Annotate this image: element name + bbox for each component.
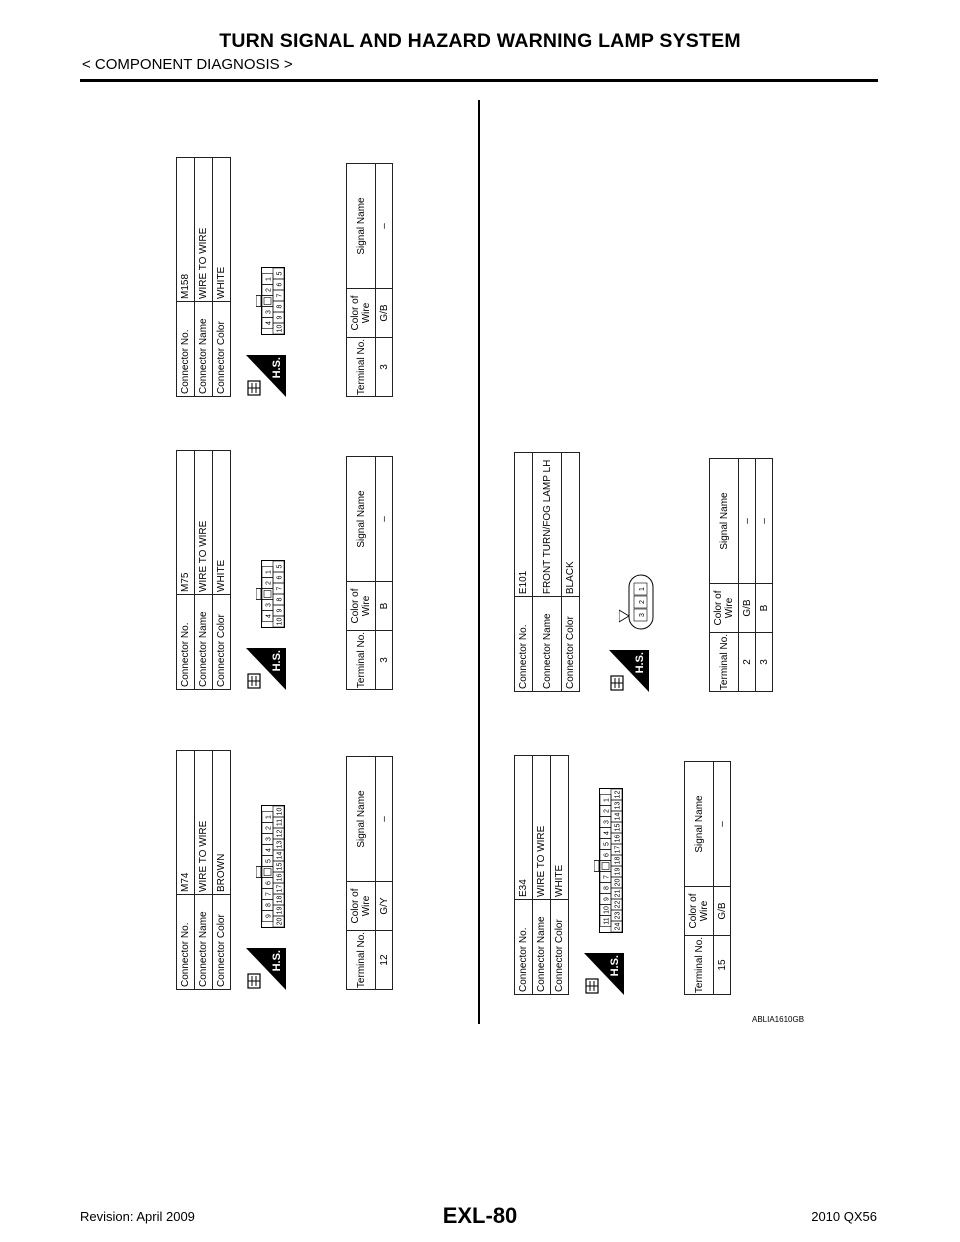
pin-number: 23 <box>614 911 622 920</box>
terminal-table <box>346 756 393 990</box>
pin-number: 24 <box>614 922 622 931</box>
connector-info-table <box>176 157 231 397</box>
pin-number: 7 <box>603 875 611 879</box>
pin-number: 20 <box>276 917 284 926</box>
info-label: Connector Name <box>195 302 213 397</box>
info-label: Connector Color <box>562 597 580 692</box>
connector-pin-diagram <box>256 560 286 628</box>
pin-number: 13 <box>614 801 622 810</box>
connector-pin-diagram <box>256 267 286 335</box>
info-value-name: FRONT TURN/FOG LAMP LH <box>533 453 562 597</box>
hs-label: H.S. <box>609 955 621 977</box>
info-label: Connector Color <box>213 895 231 990</box>
connector-info-table <box>176 750 231 990</box>
signal-name: – <box>714 762 731 887</box>
pin-number: 4 <box>265 321 273 325</box>
model-text: 2010 QX56 <box>811 1209 877 1224</box>
pin-number: 7 <box>276 586 284 591</box>
terminal-no: 3 <box>376 631 393 690</box>
pin-number: 21 <box>614 889 622 898</box>
terminal-no-header: Terminal No. <box>347 931 376 990</box>
pin-number: 2 <box>265 581 273 585</box>
signal-name-header: Signal Name <box>347 457 376 582</box>
pin-number: 6 <box>603 853 611 857</box>
pin-number: 22 <box>614 900 622 909</box>
terminal-no: 3 <box>376 338 393 397</box>
pin-number: 6 <box>276 575 284 580</box>
signal-name-header: Signal Name <box>347 757 376 882</box>
pin-number: 1 <box>265 277 273 281</box>
connector-pin-diagram <box>594 788 624 933</box>
table-row <box>714 762 731 995</box>
info-label: Connector Name <box>533 597 562 692</box>
terminal-table <box>346 456 393 690</box>
info-label: Connector Color <box>213 595 231 690</box>
terminal-no-header: Terminal No. <box>347 631 376 690</box>
info-label: Connector No. <box>177 895 195 990</box>
info-value-no: M75 <box>177 451 195 595</box>
pin-number: 1 <box>265 815 273 819</box>
info-label: Connector Name <box>533 900 551 995</box>
pin-number: 12 <box>614 790 622 799</box>
pin-number: 14 <box>276 851 284 860</box>
connector-face <box>594 788 629 933</box>
info-value-color: WHITE <box>551 756 569 900</box>
wire-color: G/Y <box>376 882 393 931</box>
harness-side-icon <box>584 953 624 995</box>
pin-number: 8 <box>603 886 611 890</box>
pin-number: 2 <box>265 826 273 830</box>
terminal-no: 15 <box>714 936 731 995</box>
harness-side-icon <box>246 948 286 990</box>
connector-panel-e101 <box>514 272 960 692</box>
pin-number: 9 <box>276 315 284 320</box>
signal-name: – <box>739 459 756 584</box>
pin-number: 1 <box>639 587 646 591</box>
wire-color-header: Color of Wire <box>347 289 376 338</box>
pin-number: 14 <box>614 812 622 821</box>
pin-number: 19 <box>276 906 284 915</box>
pin-number: 15 <box>276 862 284 871</box>
info-value-color: BLACK <box>562 453 580 597</box>
revision-text: Revision: April 2009 <box>80 1209 195 1224</box>
wire-color: G/B <box>739 584 756 633</box>
table-row <box>756 459 773 692</box>
info-value-name: WIRE TO WIRE <box>195 451 213 595</box>
info-label: Connector No. <box>177 302 195 397</box>
terminal-no-header: Terminal No. <box>710 633 739 692</box>
pin-number: 19 <box>614 867 622 876</box>
info-value-color: WHITE <box>213 451 231 595</box>
pin-number: 1 <box>265 570 273 574</box>
pin-number: 8 <box>276 304 284 309</box>
wire-color-header: Color of Wire <box>347 882 376 931</box>
pin-number: 10 <box>276 807 284 816</box>
info-value-no: E34 <box>515 756 533 900</box>
wire-color: B <box>756 584 773 633</box>
info-label: Connector No. <box>177 595 195 690</box>
signal-name: – <box>756 459 773 584</box>
pin-number: 3 <box>265 603 273 607</box>
section-breadcrumb: < COMPONENT DIAGNOSIS > <box>82 56 293 73</box>
pin-number: 4 <box>265 848 273 852</box>
connector-pin-diagram <box>256 805 286 928</box>
pin-number: 17 <box>614 845 622 854</box>
pin-number: 10 <box>276 324 284 333</box>
harness-side-icon <box>246 355 286 397</box>
table-row <box>376 457 393 690</box>
pin-number: 7 <box>276 293 284 298</box>
pin-number: 11 <box>276 818 284 827</box>
pin-number: 12 <box>276 829 284 838</box>
hs-label: H.S. <box>271 357 283 379</box>
info-label: Connector Color <box>213 302 231 397</box>
harness-side-icon <box>609 650 649 692</box>
signal-name: – <box>376 164 393 289</box>
figure-id: ABLIA1610GB <box>752 1015 805 1024</box>
pin-number: 5 <box>276 271 284 276</box>
info-label: Connector No. <box>515 900 533 995</box>
info-label: Connector Color <box>551 900 569 995</box>
info-value-no: M158 <box>177 158 195 302</box>
info-value-name: WIRE TO WIRE <box>195 158 213 302</box>
pin-number: 4 <box>603 831 611 835</box>
pin-number: 8 <box>276 597 284 602</box>
pin-number: 9 <box>603 897 611 901</box>
info-value-no: M74 <box>177 751 195 895</box>
pin-number: 5 <box>603 842 611 846</box>
info-value-name: WIRE TO WIRE <box>533 756 551 900</box>
page-number: EXL-80 <box>442 1203 518 1228</box>
hs-label: H.S. <box>634 652 646 674</box>
pin-number: 3 <box>603 820 611 824</box>
connector-info-table <box>176 450 231 690</box>
pin-number: 6 <box>265 881 273 885</box>
pin-number: 9 <box>276 608 284 613</box>
signal-name-header: Signal Name <box>710 459 739 584</box>
connector-info-table <box>514 755 569 995</box>
pin-number: 7 <box>265 892 273 896</box>
pin-number: 3 <box>639 613 646 617</box>
hs-label: H.S. <box>271 650 283 672</box>
connector-info-table <box>514 452 580 692</box>
info-label: Connector Name <box>195 595 213 690</box>
wire-color-header: Color of Wire <box>347 582 376 631</box>
info-value-no: E101 <box>515 453 533 597</box>
page-title: TURN SIGNAL AND HAZARD WARNING LAMP SYSTEM <box>219 30 741 52</box>
pin-number: 3 <box>265 310 273 314</box>
terminal-no: 12 <box>376 931 393 990</box>
pin-number: 1 <box>603 798 611 802</box>
terminal-table <box>346 163 393 397</box>
pin-number: 20 <box>614 878 622 887</box>
terminal-no: 3 <box>756 633 773 692</box>
pin-number: 4 <box>265 614 273 618</box>
table-row <box>376 757 393 990</box>
pin-number: 18 <box>614 856 622 865</box>
pin-number: 17 <box>276 884 284 893</box>
table-row <box>739 459 756 692</box>
pin-number: 13 <box>276 840 284 849</box>
terminal-no-header: Terminal No. <box>685 936 714 995</box>
terminal-no-header: Terminal No. <box>347 338 376 397</box>
signal-name: – <box>376 757 393 882</box>
info-value-color: WHITE <box>213 158 231 302</box>
info-value-name: WIRE TO WIRE <box>195 751 213 895</box>
connector-pin-diagram <box>619 574 655 630</box>
wire-color: G/B <box>714 887 731 936</box>
pin-number: 5 <box>265 859 273 863</box>
pin-number: 2 <box>265 288 273 292</box>
wire-color-header: Color of Wire <box>710 584 739 633</box>
pin-number: 5 <box>276 564 284 569</box>
terminal-table <box>709 458 773 692</box>
pin-number: 2 <box>603 809 611 813</box>
info-value-color: BROWN <box>213 751 231 895</box>
wire-color: G/B <box>376 289 393 338</box>
pin-number: 18 <box>276 895 284 904</box>
wire-color-header: Color of Wire <box>685 887 714 936</box>
pin-number: 8 <box>265 903 273 907</box>
pin-number: 6 <box>276 282 284 287</box>
pin-number: 16 <box>276 873 284 882</box>
pin-number: 11 <box>603 917 611 925</box>
harness-side-icon <box>246 648 286 690</box>
pin-number: 3 <box>265 837 273 841</box>
terminal-no: 2 <box>739 633 756 692</box>
hs-label: H.S. <box>271 950 283 972</box>
pin-number: 2 <box>639 600 646 604</box>
connector-face <box>256 267 291 335</box>
info-label: Connector No. <box>515 597 533 692</box>
signal-name: – <box>376 457 393 582</box>
pin-number: 16 <box>614 834 622 843</box>
connector-face <box>256 560 291 628</box>
table-row <box>376 164 393 397</box>
pin-number: 9 <box>265 914 273 918</box>
wire-color: B <box>376 582 393 631</box>
signal-name-header: Signal Name <box>347 164 376 289</box>
info-label: Connector Name <box>195 895 213 990</box>
signal-name-header: Signal Name <box>685 762 714 887</box>
terminal-table <box>684 761 731 995</box>
pin-number: 10 <box>276 617 284 626</box>
pin-number: 15 <box>614 823 622 832</box>
connector-face <box>619 574 660 630</box>
pin-number: 10 <box>603 906 611 914</box>
connector-face <box>256 805 291 928</box>
